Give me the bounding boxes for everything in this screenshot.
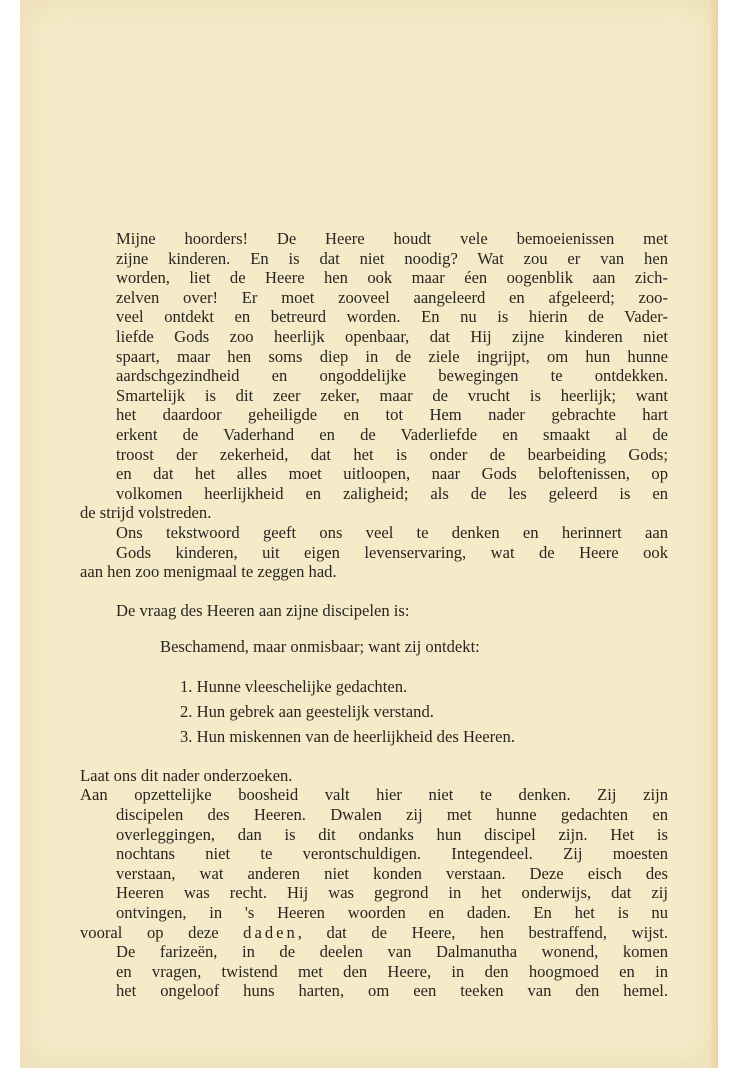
text-line: De farizeën, in de deelen van Dalmanutha wonend, komen	[116, 942, 668, 962]
list-item: 3. Hun miskennen van de heerlijkheid des Heeren.	[180, 726, 515, 746]
text-line: zijne kinderen. En is dat niet noodig? Wat zou er van hen	[116, 248, 668, 268]
text-line	[80, 923, 668, 943]
text-line: Smartelijk is dit zeer zeker, maar de vrucht is heerlijk; want	[116, 385, 668, 405]
paragraph-4	[80, 785, 668, 942]
text-line: erkent de Vaderhand en de Vaderliefde en smaakt al de	[116, 424, 668, 444]
book-page	[20, 0, 718, 1068]
text-line: worden, liet de Heere hen ook maar éen oogenblik aan zich-	[116, 268, 668, 288]
list-item: 2. Hun gebrek aan geestelijk verstand.	[180, 701, 434, 721]
text-line: veel ontdekt en betreurd worden. En nu is hierin de Vader-	[116, 307, 668, 327]
text-line: zelven over! Er moet zooveel aangeleerd en afgeleerd; zoo-	[116, 287, 668, 307]
sermon-points	[80, 674, 668, 749]
text-line: het ongeloof huns harten, om een teeken van den hemel.	[116, 981, 668, 1001]
text-line: de strijd volstreden.	[80, 503, 212, 523]
text-line: volkomen heerlijkheid en zaligheid; als de les geleerd is en	[116, 483, 668, 503]
text-line: aan hen zoo menigmaal te zeggen had.	[80, 562, 337, 582]
text-line: verstaan, wat anderen niet konden verstaan. Deze eisch des	[116, 863, 668, 883]
text-fragment: vooral op deze	[80, 922, 244, 942]
text-line: overleggingen, dan is dit ondanks hun discipel zijn. Het is	[116, 824, 668, 844]
text-line: nochtans niet te verontschuldigen. Integendeel. Zij moesten	[116, 844, 668, 864]
text-line: Aan opzettelijke boosheid valt hier niet te denken. Zij zijn	[80, 785, 668, 805]
sermon-theme: De vraag des Heeren aan zijne discipelen is:	[116, 600, 410, 620]
text-line: aardschgezindheid en ongoddelijke bewegingen te ontdekken.	[116, 366, 668, 386]
paragraph-3	[80, 766, 668, 786]
text-line: spaart, maar hen soms diep in de ziele ingrijpt, om hun hunne	[116, 346, 668, 366]
text-line: Heeren was recht. Hij was gegrond in het onderwijs, dat zij	[116, 883, 668, 903]
text-line: het daardoor geheiligde en tot Hem nader gebrachte hart	[116, 405, 668, 425]
text-fragment: , dat de Heere, hen bestraffend, wijst.	[297, 922, 669, 942]
text-line: en dat het alles moet uitloopen, naar Gods beloftenissen, op	[116, 464, 668, 484]
text-line: en vragen, twistend met den Heere, in den hoogmoed en in	[116, 961, 668, 981]
text-line: liefde Gods zoo heerlijk openbaar, dat Hij zijne kinderen niet	[116, 326, 668, 346]
text-line: Laat ons dit nader onderzoeken.	[80, 765, 293, 785]
list-item: 1. Hunne vleeschelijke gedachten.	[180, 676, 408, 696]
sermon-subtheme: Beschamend, maar onmisbaar; want zij ontdekt:	[160, 637, 480, 657]
text-line: Ons tekstwoord geeft ons veel te denken en herinnert aan	[116, 522, 668, 542]
paragraph-2	[80, 523, 668, 582]
page-text	[80, 229, 668, 1001]
text-line: ontvingen, in 's Heeren woorden en daden. En het is nu	[116, 903, 668, 923]
paragraph-5	[80, 942, 668, 1001]
text-line: Gods kinderen, uit eigen levenservaring, wat de Heere ook	[116, 542, 668, 562]
text-line: troost der zekerheid, dat het is onder de bearbeiding Gods;	[116, 444, 668, 464]
text-line: discipelen des Heeren. Dwalen zij met hunne gedachten en	[116, 805, 668, 825]
spacer	[80, 749, 668, 766]
emphasized-word: daden	[243, 922, 298, 942]
text-line: Mijne hoorders! De Heere houdt vele bemoeienissen met	[116, 229, 668, 248]
paragraph-1	[80, 229, 668, 523]
